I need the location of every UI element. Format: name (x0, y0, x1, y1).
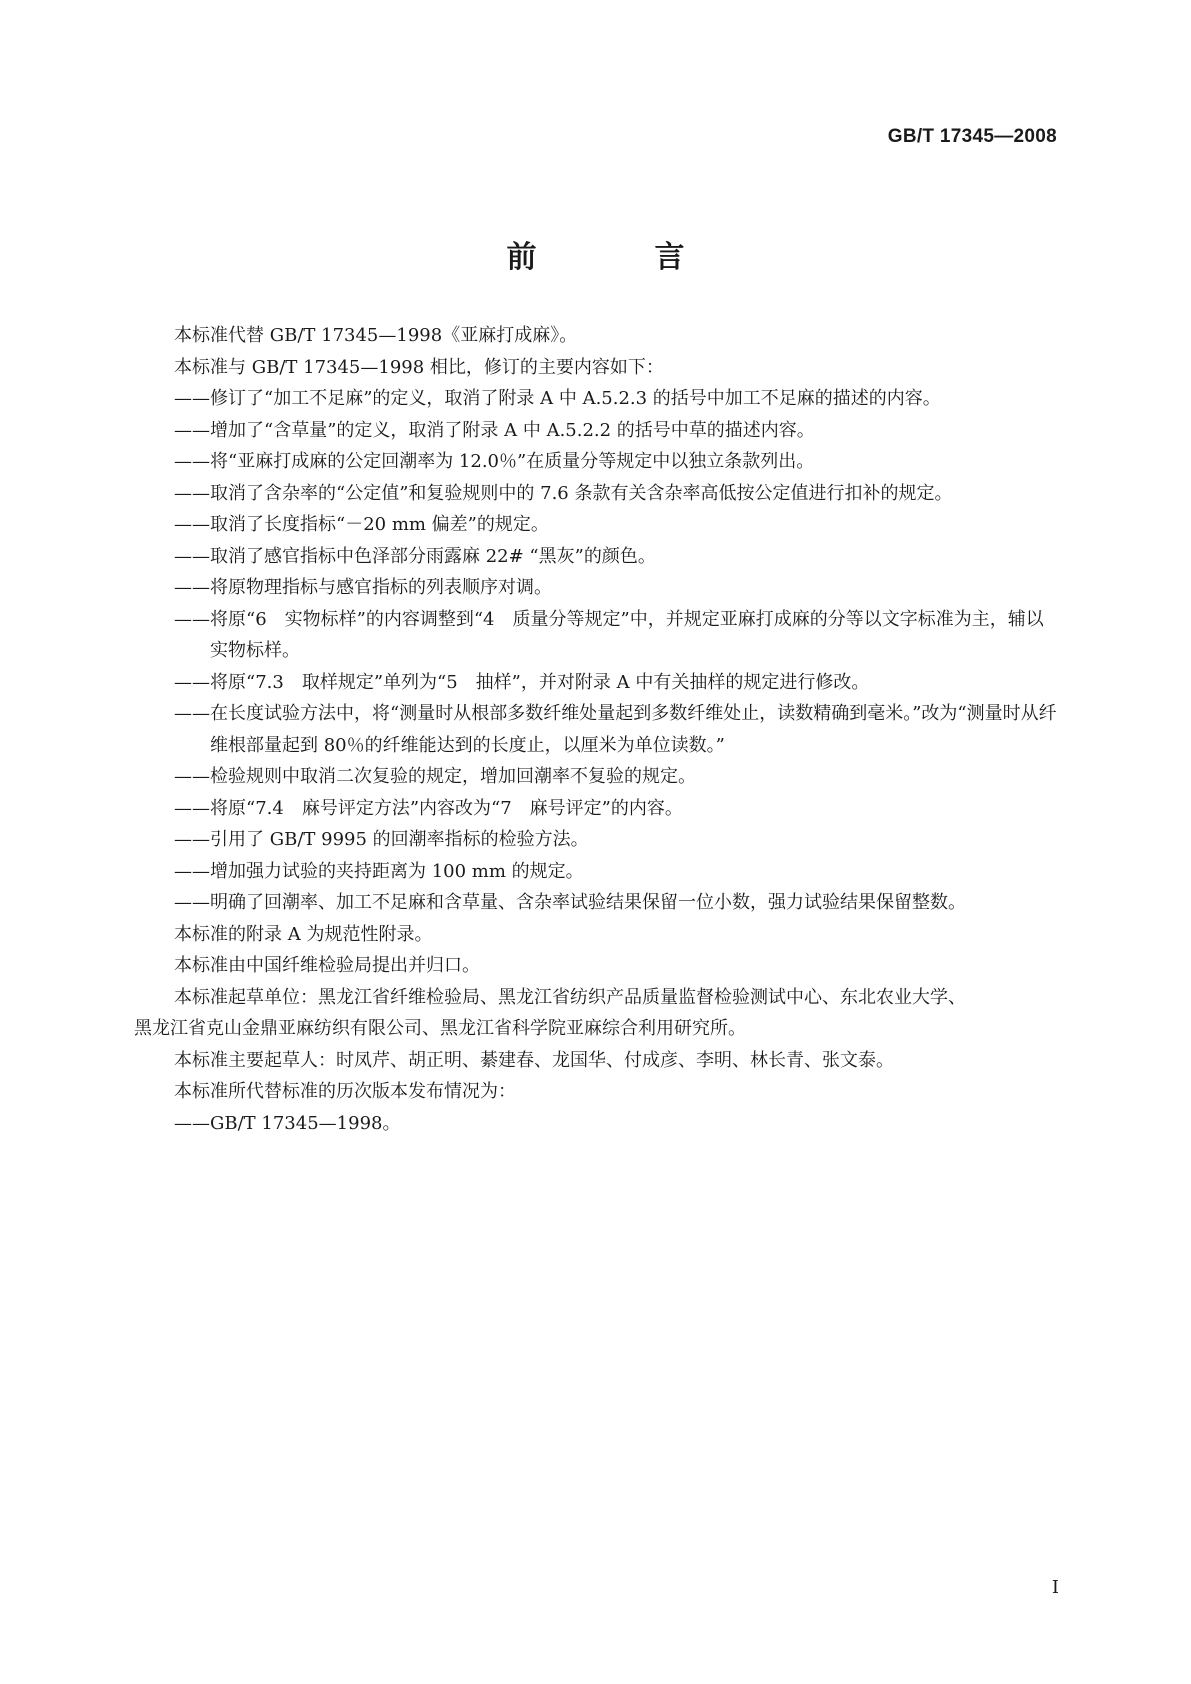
paragraph-17: 本标准的附录 A 为规范性附录。 (174, 923, 433, 945)
paragraph-10: ——将原“7.3 取样规定”单列为“5 抽样”，并对附录 A 中有关抽样的规定进行修改。 (174, 671, 870, 693)
paragraph-2: ——修订了“加工不足麻”的定义，取消了附录 A 中 A.5.2.3 的括号中加工不足麻的描述的内容。 (174, 388, 941, 409)
paragraph-9: ——将原“6 实物标样”的内容调整到“4 质量分等规定”中，并规定亚麻打成麻的分等以文字标准为主，辅以实物标样。 (174, 608, 1044, 661)
paragraph-20: 黑龙江省克山金鼎亚麻纺织有限公司、黑龙江省科学院亚麻综合利用研究所。 (134, 1018, 746, 1039)
paragraph-1: 本标准与 GB/T 17345—1998 相比，修订的主要内容如下： (174, 356, 664, 378)
standard-code: GB/T 17345—2008 (887, 126, 1057, 147)
paragraph-7: ——取消了感官指标中色泽部分雨露麻 22# “黑灰”的颜色。 (174, 545, 656, 567)
paragraph-6: ——取消了长度指标“－20 mm 偏差”的规定。 (174, 514, 549, 535)
paragraph-12: ——检验规则中取消二次复验的规定，增加回潮率不复验的规定。 (174, 766, 696, 787)
paragraph-19: 本标准起草单位：黑龙江省纤维检验局、黑龙江省纺织产品质量监督检验测试中心、东北农业大学、 (174, 986, 966, 1008)
document-body (134, 320, 1060, 1139)
paragraph-15: ——增加强力试验的夹持距离为 100 mm 的规定。 (174, 860, 584, 882)
paragraph-16: ——明确了回潮率、加工不足麻和含草量、含杂率试验结果保留一位小数，强力试验结果保留整数。 (174, 892, 966, 913)
paragraph-13: ——将原“7.4 麻号评定方法”内容改为“7 麻号评定”的内容。 (174, 797, 683, 819)
page-number: I (1051, 1577, 1059, 1598)
paragraph-14: ——引用了 GB/T 9995 的回潮率指标的检验方法。 (174, 829, 589, 850)
paragraph-8: ——将原物理指标与感官指标的列表顺序对调。 (174, 577, 552, 598)
paragraph-23: ——GB/T 17345—1998。 (174, 1112, 401, 1134)
paragraph-0: 本标准代替 GB/T 17345—1998《亚麻打成麻》。 (174, 325, 578, 346)
paragraph-4: ——将“亚麻打成麻的公定回潮率为 12.0％”在质量分等规定中以独立条款列出。 (174, 451, 815, 472)
paragraph-5: ——取消了含杂率的“公定值”和复验规则中的 7.6 条款有关含杂率高低按公定值进行扣补的规定。 (174, 482, 953, 504)
paragraph-3: ——增加了“含草量”的定义，取消了附录 A 中 A.5.2.2 的括号中草的描述内容。 (174, 419, 815, 441)
page-title: 前 言 (506, 240, 729, 275)
paragraph-11: ——在长度试验方法中，将“测量时从根部多数纤维处量起到多数纤维处止，读数精确到毫米。”改为“测量时从纤维根部量起到 80％的纤维能达到的长度止，以厘米为单位读数。” (174, 703, 1057, 756)
paragraph-21: 本标准主要起草人：时凤芹、胡正明、綦建春、龙国华、付成彦、李明、林长青、张文泰。 (174, 1049, 894, 1071)
paragraph-18: 本标准由中国纤维检验局提出并归口。 (174, 955, 480, 976)
paragraph-22: 本标准所代替标准的历次版本发布情况为： (174, 1081, 516, 1102)
